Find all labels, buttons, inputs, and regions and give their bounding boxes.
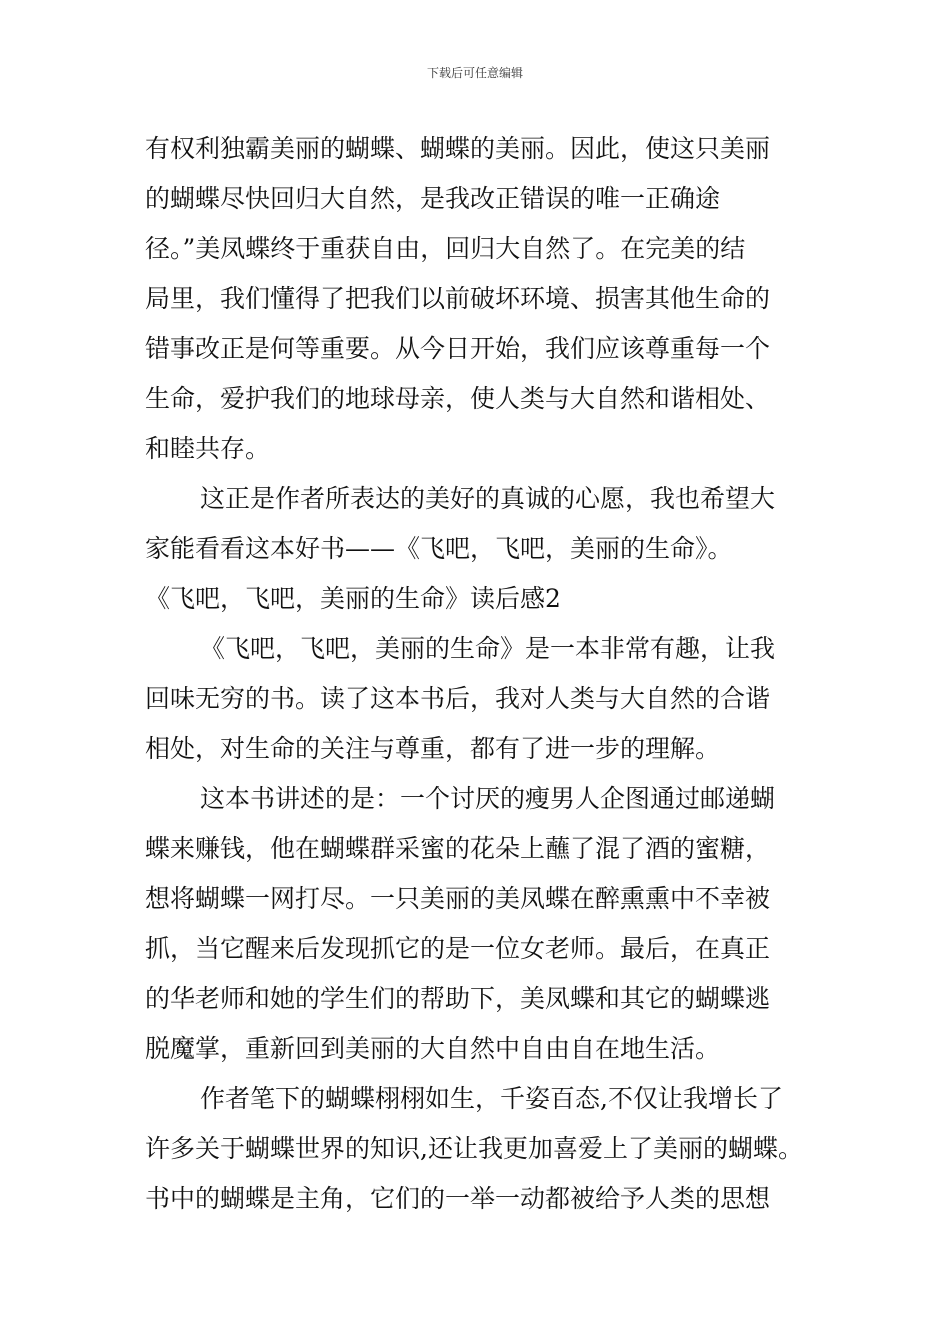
text-line: 抓，当它醒来后发现抓它的是一位女老师。最后，在真正 [145, 934, 771, 963]
text-line: 书中的蝴蝶是主角，它们的一举一动都被给予人类的思想 [145, 1184, 771, 1213]
text-line: 局里，我们懂得了把我们以前破坏环境、损害其他生命的 [145, 284, 771, 313]
text-line: 径。”美凤蝶终于重获自由，回归大自然了。在完美的结 [145, 234, 746, 263]
text-line: 的华老师和她的学生们的帮助下，美凤蝶和其它的蝴蝶逃 [145, 984, 771, 1013]
text-line: 想将蝴蝶一网打尽。一只美丽的美凤蝶在醉熏熏中不幸被 [145, 884, 771, 913]
text-line: 回味无穷的书。读了这本书后，我对人类与大自然的合谐 [145, 684, 771, 713]
paragraph-first-line: 作者笔下的蝴蝶栩栩如生，千姿百态,不仅让我增长了 [200, 1084, 783, 1113]
text-line: 生命，爱护我们的地球母亲，使人类与大自然和谐相处、 [145, 384, 771, 413]
text-line: 的蝴蝶尽快回归大自然，是我改正错误的唯一正确途 [145, 184, 721, 213]
paragraph-first-line: 这本书讲述的是：一个讨厌的瘦男人企图通过邮递蝴 [200, 784, 776, 813]
text-line: 蝶来赚钱，他在蝴蝶群采蜜的花朵上蘸了混了酒的蜜糖， [145, 834, 771, 863]
section-title: 《飞吧，飞吧，美丽的生命》读后感2 [145, 584, 561, 613]
text-line: 许多关于蝴蝶世界的知识,还让我更加喜爱上了美丽的蝴蝶。 [145, 1134, 803, 1163]
text-line: 相处，对生命的关注与尊重，都有了进一步的理解。 [145, 734, 721, 763]
text-line: 错事改正是何等重要。从今日开始，我们应该尊重每一个 [145, 334, 771, 363]
text-line: 家能看看这本好书——《飞吧，飞吧，美丽的生命》。 [145, 534, 733, 563]
text-line: 和睦共存。 [145, 434, 271, 463]
page-header: 下载后可任意编辑 [426, 66, 523, 80]
text-line: 脱魔掌，重新回到美丽的大自然中自由自在地生活。 [145, 1034, 721, 1063]
paragraph-first-line: 这正是作者所表达的美好的真诚的心愿，我也希望大 [200, 484, 776, 513]
paragraph-first-line: 《飞吧，飞吧，美丽的生命》是一本非常有趣，让我 [200, 634, 776, 663]
text-line: 有权利独霸美丽的蝴蝶、蝴蝶的美丽。因此，使这只美丽 [145, 134, 771, 163]
